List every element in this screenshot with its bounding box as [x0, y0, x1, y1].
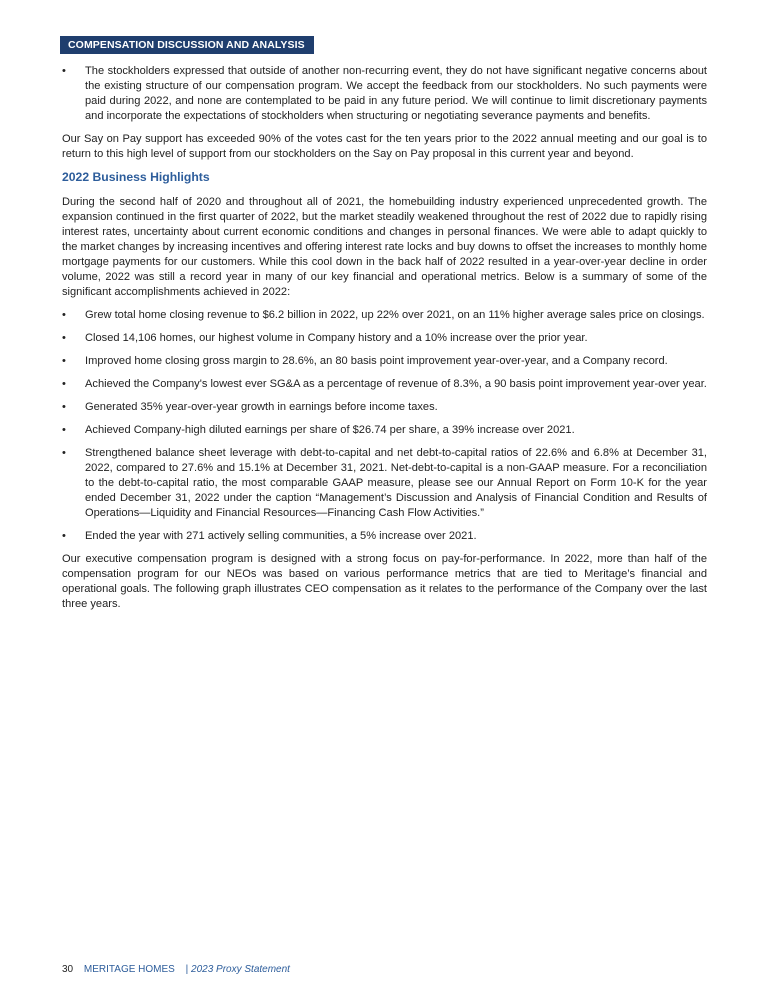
section-title: 2022 Business Highlights: [62, 170, 210, 184]
bullet-glyph: •: [62, 355, 66, 367]
bullet-glyph: •: [62, 530, 66, 542]
list-item: [62, 354, 707, 369]
list-item: [62, 446, 707, 521]
bullet-text: Achieved the Company's lowest ever SG&A as a percentage of revenue of 8.3%, a 90 basis point improvement year-over year.: [85, 378, 707, 390]
section-intro-paragraph: During the second half of 2020 and throughout all of 2021, the homebuilding industry experienced unprecedented growth. The expansion continued in the first quarter of 2022, but the market steadily weakened throughout the rest of 2022 due to rapidly rising interest rates, uncertainty about current economic conditions and changes in personal finances. We were able to adapt quickly to the market changes by increasing incentives and offering interest rate locks and buy downs to offset the increases to monthly home mortgage payments for our customers. While this cool down in the back half of 2022 resulted in a year-over-year decline in order volume, 2022 was still a record year in many of our key financial and operational metrics. Below is a summary of some of the significant accomplishments achieved in 2022:: [62, 196, 707, 298]
bullet-glyph: •: [62, 332, 66, 344]
list-item: [62, 529, 707, 544]
bullet-glyph: •: [62, 65, 66, 77]
bullet-text: Ended the year with 271 actively selling communities, a 5% increase over 2021.: [85, 530, 477, 542]
list-item: [62, 400, 707, 415]
list-item: [62, 377, 707, 392]
bullet-text: Improved home closing gross margin to 28.6%, an 80 basis point improvement year-over-year, and a Company record.: [85, 355, 668, 367]
bullet-glyph: •: [62, 309, 66, 321]
list-item: [62, 64, 707, 124]
list-item: [62, 423, 707, 438]
footer-separator: |: [185, 964, 189, 975]
company-name: MERITAGE HOMES: [83, 964, 175, 975]
page-number: 30: [62, 964, 74, 975]
list-item: [62, 308, 707, 323]
bullet-glyph: •: [62, 401, 66, 413]
bullet-text: Strengthened balance sheet leverage with debt-to-capital and net debt-to-capital ratios of 22.6% and 6.8% at December 31, 2022, compared to 27.6% and 15.1% at December 31, 2021. Net-debt-to-capital is a non-GAAP measure. For a reconciliation to the debt-to-capital ratio, the most comparable GAAP measure, please see our Annual Report on Form 10-K for the year ended December 31, 2022 under the caption “Management’s Discussion and Analysis of Financial Condition and Results of Operations—Liquidity and Financial Resources—Financing Cash Flow Activities.”: [85, 447, 707, 519]
bullet-text: Generated 35% year-over-year growth in earnings before income taxes.: [85, 401, 438, 413]
page-content: [62, 64, 707, 620]
bullet-glyph: •: [62, 447, 66, 459]
say-on-pay-paragraph: Our Say on Pay support has exceeded 90% of the votes cast for the ten years prior to the 2022 annual meeting and our goal is to return to this high level of support from our stockholders on the Say on Pay proposal in this current year and beyond.: [62, 133, 707, 160]
bullet-glyph: •: [62, 378, 66, 390]
bullet-text: Closed 14,106 homes, our highest volume in Company history and a 10% increase over the prior year.: [85, 332, 588, 344]
bullet-text: The stockholders expressed that outside of another non-recurring event, they do not have significant negative concerns about the existing structure of our compensation program. We accept the feedback from our stockholders. No such payments were paid during 2022, and none are contemplated to be paid in any future period. We will continue to limit discretionary payments and incorporate the expectations of stockholders when structuring or negotiating severance payments and benefits.: [85, 65, 707, 122]
bullet-glyph: •: [62, 424, 66, 436]
page-footer: [62, 964, 290, 975]
bullet-text: Achieved Company-high diluted earnings per share of $26.74 per share, a 39% increase over 2021.: [85, 424, 575, 436]
section-header-tab: COMPENSATION DISCUSSION AND ANALYSIS: [60, 36, 314, 54]
list-item: [62, 331, 707, 346]
closing-paragraph: Our executive compensation program is designed with a strong focus on pay-for-performance. In 2022, more than half of the compensation program for our NEOs was based on various performance metrics that are tied to Meritage’s financial and operational goals. The following graph illustrates CEO compensation as it relates to the performance of the Company over the last three years.: [62, 553, 707, 610]
document-title: 2023 Proxy Statement: [191, 964, 290, 975]
bullet-text: Grew total home closing revenue to $6.2 billion in 2022, up 22% over 2021, on an 11% higher average sales price on closings.: [85, 309, 705, 321]
